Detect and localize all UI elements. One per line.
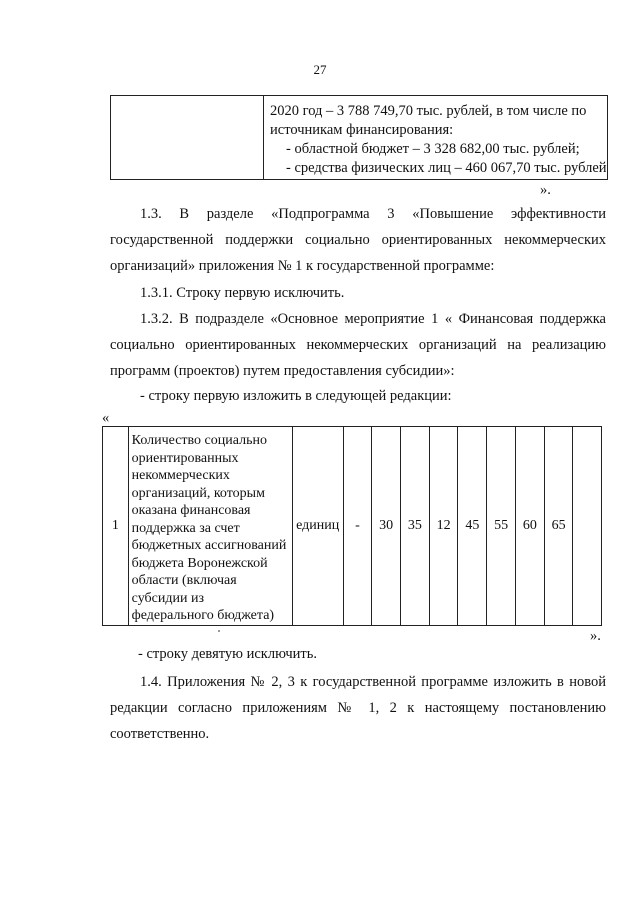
paragraph-ninth-row: - строку девятую исключить. <box>138 646 317 662</box>
paragraph-first-row: - строку первую изложить в следующей редакции: <box>140 388 452 404</box>
value-cell: 35 <box>400 427 429 626</box>
indicator-table-open-quote: « <box>102 410 110 426</box>
indicator-name-cell: Количество социально ориентированных некоммерческих организаций, которым оказана финансовая поддержка за счет бюджетных ассигнований бюджета Воронежской области (включая субсидии из федерального бюджета) <box>128 427 292 626</box>
finance-line-individuals: - средства физических лиц – 460 067,70 тыс. рублей <box>286 160 607 176</box>
finance-line-total: 2020 год – 3 788 749,70 тыс. рублей, в том числе по <box>270 103 587 119</box>
paragraph-1-3: 1.3. В разделе «Подпрограмма 3 «Повышение эффективности государственной поддержки социально ориентированных некоммерческих организаций» приложения № 1 к государственной программе: <box>110 206 606 274</box>
indicator-table <box>102 426 602 626</box>
finance-box-table <box>110 95 608 180</box>
page-number: 27 <box>313 62 327 77</box>
value-cell: 30 <box>372 427 401 626</box>
value-cell: 45 <box>458 427 487 626</box>
paragraph-1-3-1: 1.3.1. Строку первую исключить. <box>140 285 345 301</box>
scan-dot <box>218 630 220 632</box>
value-cell: 55 <box>487 427 516 626</box>
value-cell: 65 <box>544 427 573 626</box>
value-cell: 60 <box>515 427 544 626</box>
value-cell <box>573 427 602 626</box>
finance-box-closing-quote: ». <box>540 182 551 198</box>
finance-line-regional-budget: - областной бюджет – 3 328 682,00 тыс. рублей; <box>286 141 580 157</box>
table-row <box>103 427 602 626</box>
paragraph-1-4: 1.4. Приложения № 2, 3 к государственной программе изложить в новой редакции согласно приложениям № 1, 2 к настоящему постановлению соответственно. <box>110 674 606 742</box>
value-cell: 12 <box>429 427 458 626</box>
indicator-table-closing-quote: ». <box>590 628 601 644</box>
finance-box-label-cell <box>111 96 264 180</box>
finance-box-text-cell <box>264 96 608 180</box>
row-number-cell: 1 <box>103 427 129 626</box>
value-cell: - <box>343 427 372 626</box>
unit-cell: единиц <box>292 427 343 626</box>
finance-line-sources: источникам финансирования: <box>270 122 454 138</box>
paragraph-1-3-2: 1.3.2. В подразделе «Основное мероприятие 1 « Финансовая поддержка социально ориентированных некоммерческих организаций на реализацию программ (проектов) путем предоставления субсидии»: <box>110 311 606 379</box>
